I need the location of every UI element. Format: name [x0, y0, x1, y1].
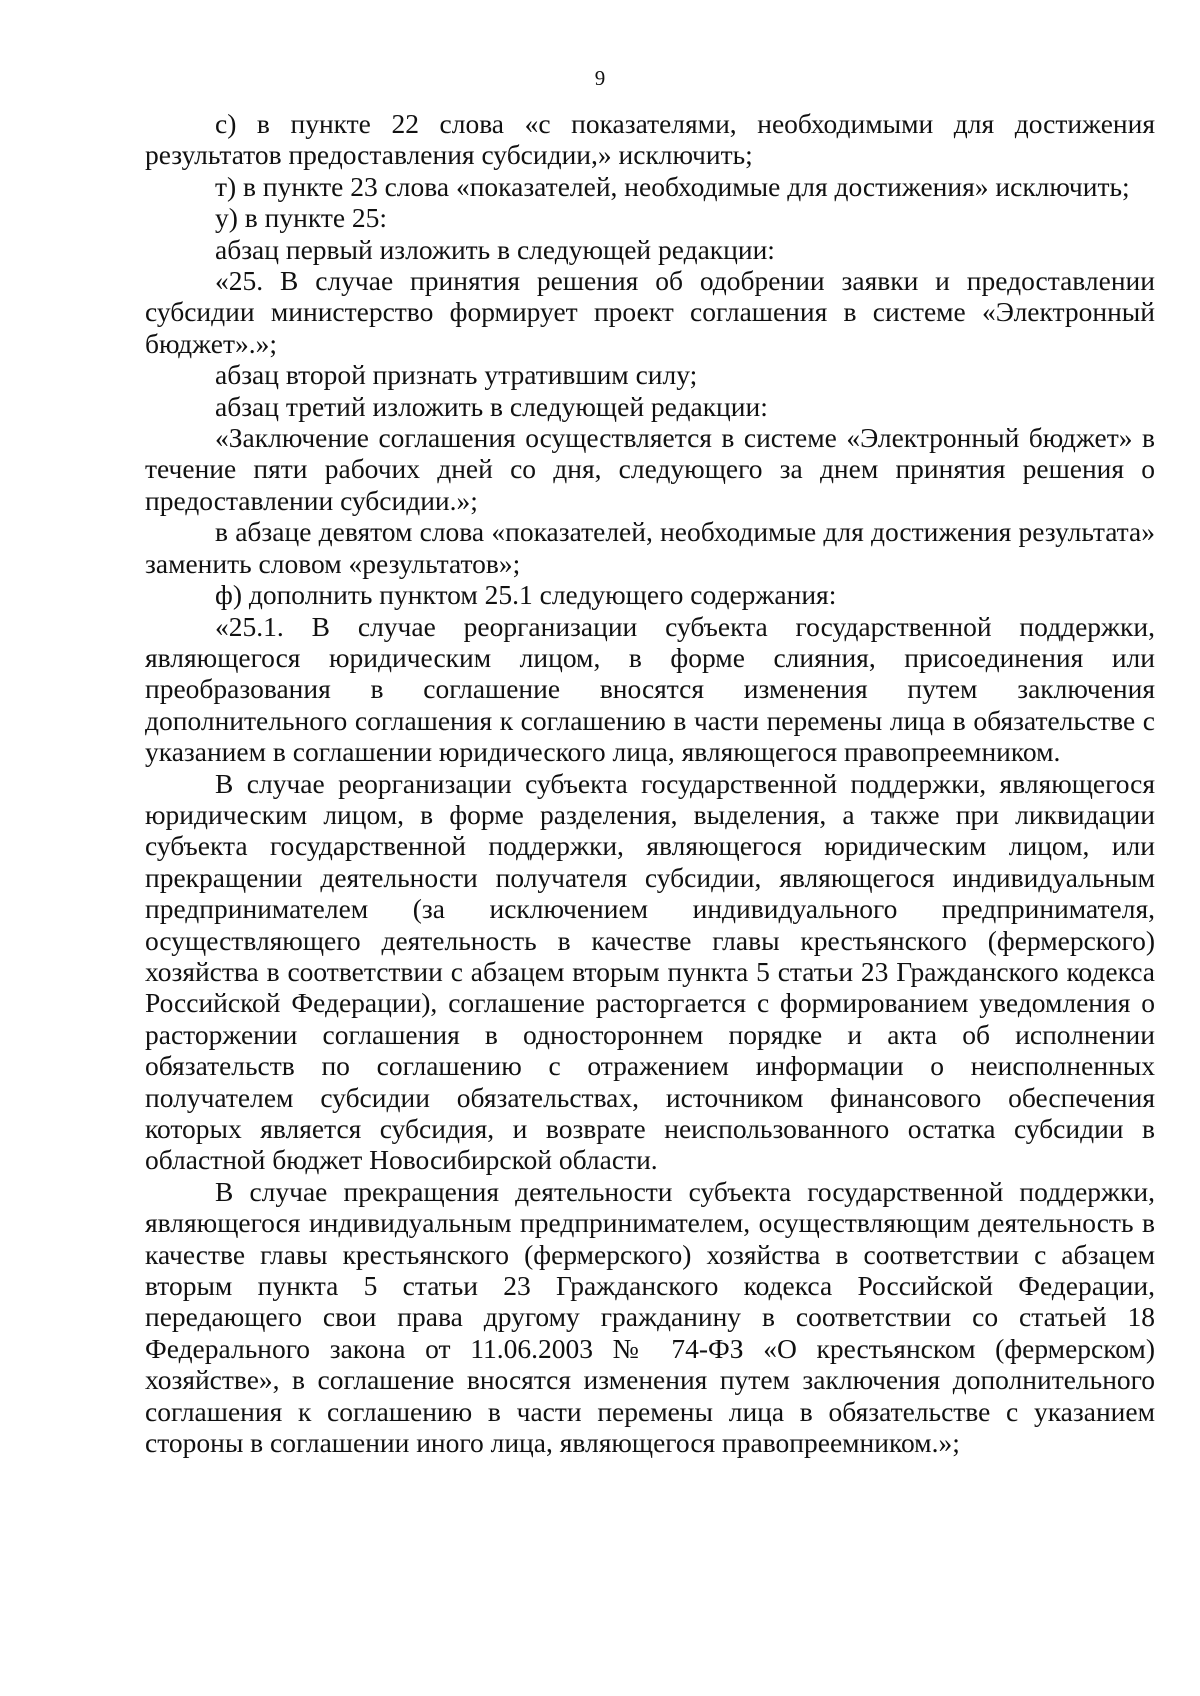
paragraph-25-1: «25.1. В случае реорганизации субъекта государственной поддержки, являющегося юридическим лицом, в форме слияния, присоединения или преобразования в соглашение вносятся изменения путем заключения дополнительного соглашения к соглашению в части перемены лица в обязательстве с указанием в соглашении юридического лица, являющегося правопреемником. [145, 610, 1155, 768]
page-number: 9 [594, 66, 606, 90]
paragraph-t: т) в пункте 23 слова «показателей, необходимые для достижения» исключить; [215, 170, 1130, 202]
paragraph-s: с) в пункте 22 слова «с показателями, необходимыми для достижения результатов предоставления субсидии,» исключить; [145, 108, 1155, 171]
paragraph-third-abzac: абзац третий изложить в следующей редакции: [215, 390, 768, 422]
paragraph-agreement-conclusion: «Заключение соглашения осуществляется в системе «Электронный бюджет» в течение пяти рабочих дней со дня, следующего за днем принятия решения о предоставлении субсидии.»; [145, 422, 1155, 516]
document-body [145, 108, 1155, 1458]
paragraph-reorganization: В случае реорганизации субъекта государственной поддержки, являющегося юридическим лицом, в форме разделения, выделения, а также при ликвидации субъекта государственной поддержки, являющегося юридическим лицом, или прекращении деятельности получателя субсидии, являющегося индивидуальным предпринимателем (за исключением индивидуального предпринимателя, осуществляющего деятельность в качестве главы крестьянского (фермерского) хозяйства в соответствии с абзацем вторым пункта 5 статьи 23 Гражданского кодекса Российской Федерации), соглашение расторгается с формированием уведомления о расторжении соглашения в одностороннем порядке и акта об исполнении обязательств по соглашению с отражением информации о неисполненных получателем субсидии обязательствах, источником финансового обеспечения которых является субсидия, и возврате неиспользованного остатка субсидии в областной бюджет Новосибирской области. [145, 767, 1155, 1176]
paragraph-second-abzac: абзац второй признать утратившим силу; [215, 359, 698, 391]
paragraph-ninth-abzac: в абзаце девятом слова «показателей, необходимые для достижения результата» заменить словом «результатов»; [145, 516, 1155, 579]
paragraph-termination: В случае прекращения деятельности субъекта государственной поддержки, являющегося индивидуальным предпринимателем, осуществляющим деятельность в качестве главы крестьянского (фермерского) хозяйства в соответствии с абзацем вторым пункта 5 статьи 23 Гражданского кодекса Российской Федерации, передающего свои права другому гражданину в соответствии со статьей 18 Федерального закона от 11.06.2003 № 74-ФЗ «О крестьянском (фермерском) хозяйстве», в соглашение вносятся изменения путем заключения дополнительного соглашения к соглашению в части перемены лица в обязательстве с указанием стороны в соглашении иного лица, являющегося правопреемником.»; [145, 1175, 1155, 1459]
paragraph-f: ф) дополнить пунктом 25.1 следующего содержания: [215, 579, 837, 611]
paragraph-u: у) в пункте 25: [215, 202, 388, 234]
paragraph-first-abzac: абзац первый изложить в следующей редакции: [215, 233, 775, 265]
paragraph-25-text: «25. В случае принятия решения об одобрении заявки и предоставлении субсидии министерство формирует проект соглашения в системе «Электронный бюджет».»; [145, 265, 1155, 359]
